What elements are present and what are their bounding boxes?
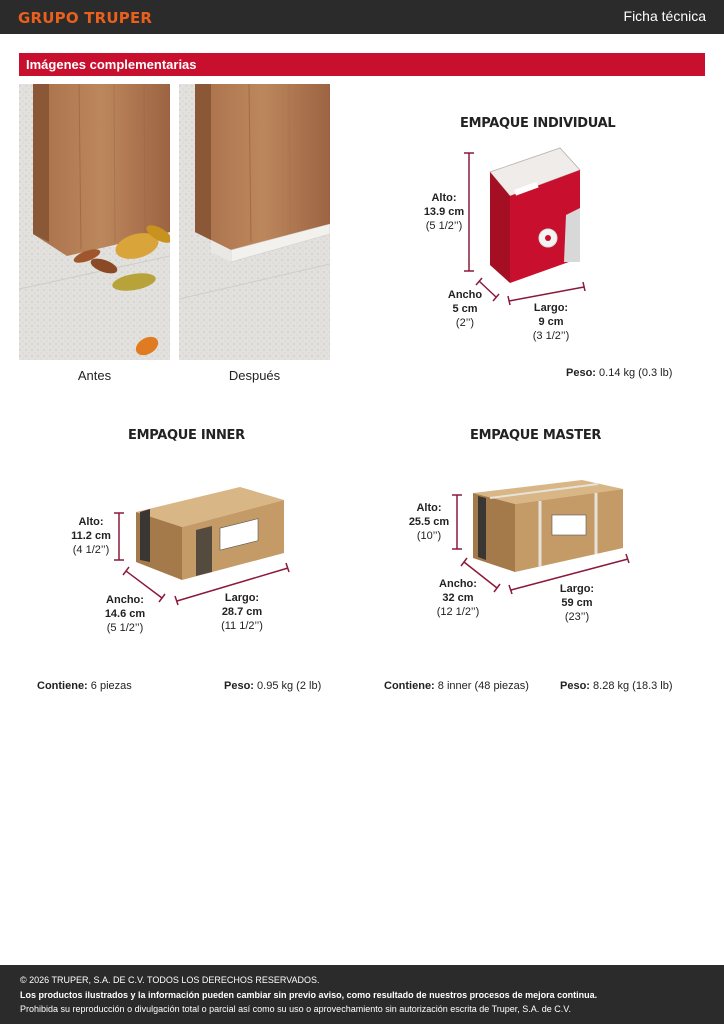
footer-copyright: © 2026 TRUPER, S.A. DE C.V. TODOS LOS DERECHOS RESERVADOS. [20, 975, 320, 985]
master-largo-dimension: Largo: 59 cm (23’’) [559, 583, 595, 623]
document-type: Ficha técnica [623, 8, 706, 24]
photo-before-label: Antes [77, 368, 112, 383]
section-title: Imágenes complementarias [26, 57, 197, 72]
master-alto-dimension: Alto: 25.5 cm (10’’) [408, 502, 450, 542]
individual-ancho-dimension: Ancho 5 cm (2’’) [447, 289, 483, 329]
inner-contents: Contiene: 6 piezas [37, 680, 132, 692]
inner-ancho-dimension: Ancho: 14.6 cm (5 1/2’’) [104, 594, 146, 634]
master-package-title: EMPAQUE MASTER [470, 428, 602, 443]
master-contents: Contiene: 8 inner (48 piezas) [384, 680, 529, 692]
footer-prohibition: Prohibida su reproducción o divulgación total o parcial así como su uso o aprovechamiento sin autorización escrita de Truper, S.A. de C.V. [20, 1004, 571, 1014]
individual-alto-dimension: Alto: 13.9 cm (5 1/2’’) [423, 192, 465, 232]
master-ancho-dimension: Ancho: 32 cm (12 1/2’’) [436, 578, 480, 618]
individual-weight: Peso: 0.14 kg (0.3 lb) [566, 367, 673, 379]
individual-package-title: EMPAQUE INDIVIDUAL [460, 116, 616, 131]
footer-notice: Los productos ilustrados y la información pueden cambiar sin previo aviso, como resultado de nuestros procesos de mejora continua. [20, 990, 598, 1000]
footer [0, 965, 724, 1024]
individual-largo-dimension: Largo: 9 cm (3 1/2’’) [532, 302, 570, 342]
photo-after-label: Después [228, 368, 281, 383]
inner-alto-dimension: Alto: 11.2 cm (4 1/2’’) [71, 516, 111, 556]
brand-logo[interactable]: GRUPO TRUPER [18, 9, 153, 27]
master-weight: Peso: 8.28 kg (18.3 lb) [560, 680, 673, 692]
inner-package-title: EMPAQUE INNER [128, 428, 245, 443]
inner-weight: Peso: 0.95 kg (2 lb) [224, 680, 322, 692]
inner-largo-dimension: Largo: 28.7 cm (11 1/2’’) [221, 592, 263, 632]
